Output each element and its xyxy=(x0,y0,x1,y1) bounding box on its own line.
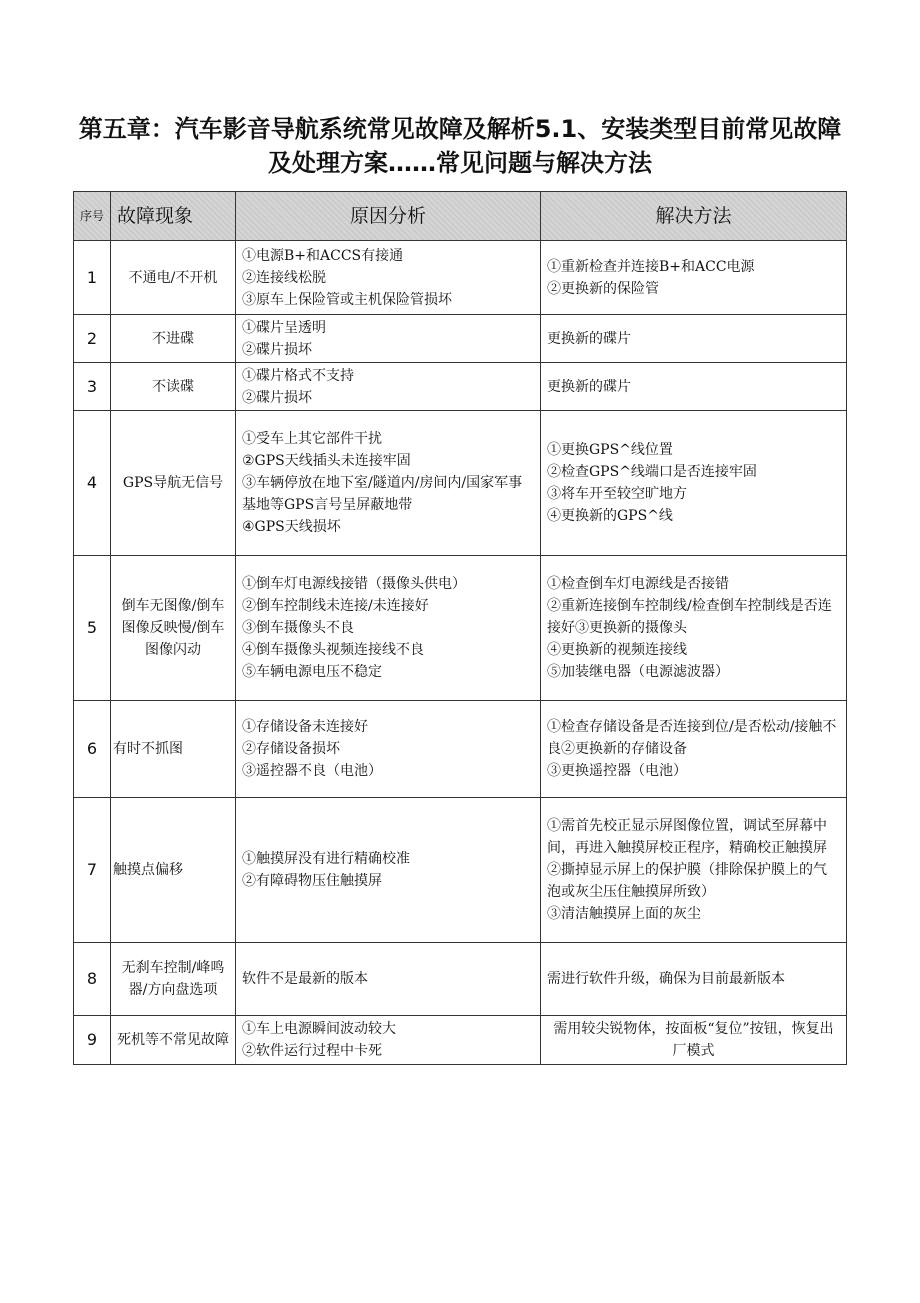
table-row xyxy=(74,363,847,411)
solution-cell xyxy=(541,1016,847,1065)
solution-cell xyxy=(541,363,847,411)
table-row xyxy=(74,411,847,556)
cause-cell xyxy=(236,241,541,315)
cause-line: ②碟片损坏 xyxy=(242,389,312,406)
header-symptom: 故障现象 xyxy=(111,192,236,241)
header-index: 序号 xyxy=(74,192,111,241)
cause-line: ③原车上保险管或主机保险管损坏 xyxy=(242,291,452,308)
cause-cell xyxy=(236,1016,541,1065)
table-row xyxy=(74,556,847,701)
cause-line: ②存储设备损坏 xyxy=(242,741,340,757)
symptom-cell: 倒车无图像/倒车图像反映慢/倒车图像闪动 xyxy=(111,556,236,701)
row-number: 8 xyxy=(74,943,111,1016)
solution-cell xyxy=(541,798,847,943)
cause-line: ⑤车辆电源电压不稳定 xyxy=(242,664,382,680)
cause-cell xyxy=(236,363,541,411)
solution-line: 更换新的碟片 xyxy=(547,330,631,347)
solution-line: 需进行软件升级，确保为目前最新版本 xyxy=(547,971,785,987)
cause-cell xyxy=(236,315,541,363)
solution-line: ①重新检查并连接B+和ACC电源 xyxy=(547,258,755,275)
cause-line: ①触摸屏没有进行精确校准 xyxy=(242,851,410,867)
table-row xyxy=(74,315,847,363)
cause-cell xyxy=(236,411,541,556)
solution-line: ②检查GPS^线端口是否连接牢固 xyxy=(547,464,757,480)
symptom-cell: 无刹车控制/峰鸣器/方向盘选项 xyxy=(111,943,236,1016)
cause-line: ③车辆停放在地下室/隧道内/房间内/国家军事基地等GPS言号呈屏蔽地带 xyxy=(242,475,523,513)
table-row xyxy=(74,241,847,315)
solution-line: ②撕掉显示屏上的保护膜（排除保护膜上的气泡或灰尘压住触摸屏所致） xyxy=(547,862,827,900)
solution-line: ①更换GPS^线位置 xyxy=(547,442,673,458)
solution-cell xyxy=(541,241,847,315)
solution-line: ④更换新的视频连接线 xyxy=(547,642,687,658)
symptom-cell: 死机等不常见故障 xyxy=(111,1016,236,1065)
symptom-cell: 有时不抓图 xyxy=(111,701,236,798)
header-cause: 原因分析 xyxy=(236,192,541,241)
solution-line: 更换新的碟片 xyxy=(547,378,631,395)
cause-line: ②有障碍物压住触摸屏 xyxy=(242,873,382,889)
symptom-cell: 不通电/不开机 xyxy=(111,241,236,315)
cause-line: ①电源B+和ACCS有接通 xyxy=(242,247,404,264)
solution-line: ③清洁触摸屏上面的灰尘 xyxy=(547,906,701,922)
cause-line: ②碟片损坏 xyxy=(242,341,312,358)
table-row xyxy=(74,943,847,1016)
cause-line: ④倒车摄像头视频连接线不良 xyxy=(242,642,424,658)
solution-cell xyxy=(541,701,847,798)
cause-line: ④GPS天线损坏 xyxy=(242,519,341,535)
cause-line: ①碟片格式不支持 xyxy=(242,367,354,384)
table-header-row xyxy=(74,192,847,241)
row-number: 4 xyxy=(74,411,111,556)
solution-line: ①需首先校正显示屏图像位置，调试至屏幕中间，再进入触摸屏校正程序，精确校正触摸屏 xyxy=(547,818,827,856)
cause-cell xyxy=(236,798,541,943)
cause-line: ②GPS天线插头未连接牢固 xyxy=(242,453,411,469)
solution-line: ⑤加装继电器（电源滤波器） xyxy=(547,664,729,680)
cause-line: ③遥控器不良（电池） xyxy=(242,763,382,779)
solution-line: ①检查存储设备是否连接到位/是否松动/接触不良②更换新的存储设备 xyxy=(547,719,837,757)
solution-cell xyxy=(541,411,847,556)
symptom-cell: 不读碟 xyxy=(111,363,236,411)
cause-line: ②软件运行过程中卡死 xyxy=(242,1043,382,1059)
symptom-cell: 不进碟 xyxy=(111,315,236,363)
row-number: 6 xyxy=(74,701,111,798)
cause-line: ①车上电源瞬间波动较大 xyxy=(242,1021,396,1037)
solution-line: ①检查倒车灯电源线是否接错 xyxy=(547,576,729,592)
solution-line: 需用较尖锐物体，按面板“复位”按钮，恢复出厂模式 xyxy=(553,1021,834,1059)
row-number: 1 xyxy=(74,241,111,315)
row-number: 5 xyxy=(74,556,111,701)
cause-line: ②倒车控制线未连接/未连接好 xyxy=(242,598,429,614)
cause-cell xyxy=(236,943,541,1016)
cause-cell xyxy=(236,701,541,798)
table-row xyxy=(74,1016,847,1065)
cause-cell xyxy=(236,556,541,701)
solution-line: ③将车开至较空旷地方 xyxy=(547,486,687,502)
table-row xyxy=(74,701,847,798)
table-row xyxy=(74,798,847,943)
symptom-cell: GPS导航无信号 xyxy=(111,411,236,556)
cause-line: ①碟片呈透明 xyxy=(242,319,326,336)
solution-line: ④更换新的GPS^线 xyxy=(547,508,673,524)
cause-line: ③倒车摄像头不良 xyxy=(242,620,354,636)
cause-line: ①存储设备未连接好 xyxy=(242,719,368,735)
cause-line: ①倒车灯电源线接错（摄像头供电） xyxy=(242,576,466,592)
symptom-cell: 触摸点偏移 xyxy=(111,798,236,943)
cause-line: ①受车上其它部件干扰 xyxy=(242,431,382,447)
solution-line: ②更换新的保险管 xyxy=(547,280,659,297)
solution-line: ③更换遥控器（电池） xyxy=(547,763,687,779)
fault-table xyxy=(73,191,847,1065)
row-number: 3 xyxy=(74,363,111,411)
solution-cell xyxy=(541,556,847,701)
row-number: 2 xyxy=(74,315,111,363)
solution-line: ②重新连接倒车控制线/检查倒车控制线是否连接好③更换新的摄像头 xyxy=(547,598,832,636)
solution-cell xyxy=(541,315,847,363)
row-number: 9 xyxy=(74,1016,111,1065)
header-solution: 解决方法 xyxy=(541,192,847,241)
cause-line: 软件不是最新的版本 xyxy=(242,971,368,987)
cause-line: ②连接线松脱 xyxy=(242,269,326,286)
page-title: 第五章：汽车影音导航系统常见故障及解析5.1、安装类型目前常见故障及处理方案……常见问题与解决方法 xyxy=(78,115,842,177)
row-number: 7 xyxy=(74,798,111,943)
solution-cell xyxy=(541,943,847,1016)
